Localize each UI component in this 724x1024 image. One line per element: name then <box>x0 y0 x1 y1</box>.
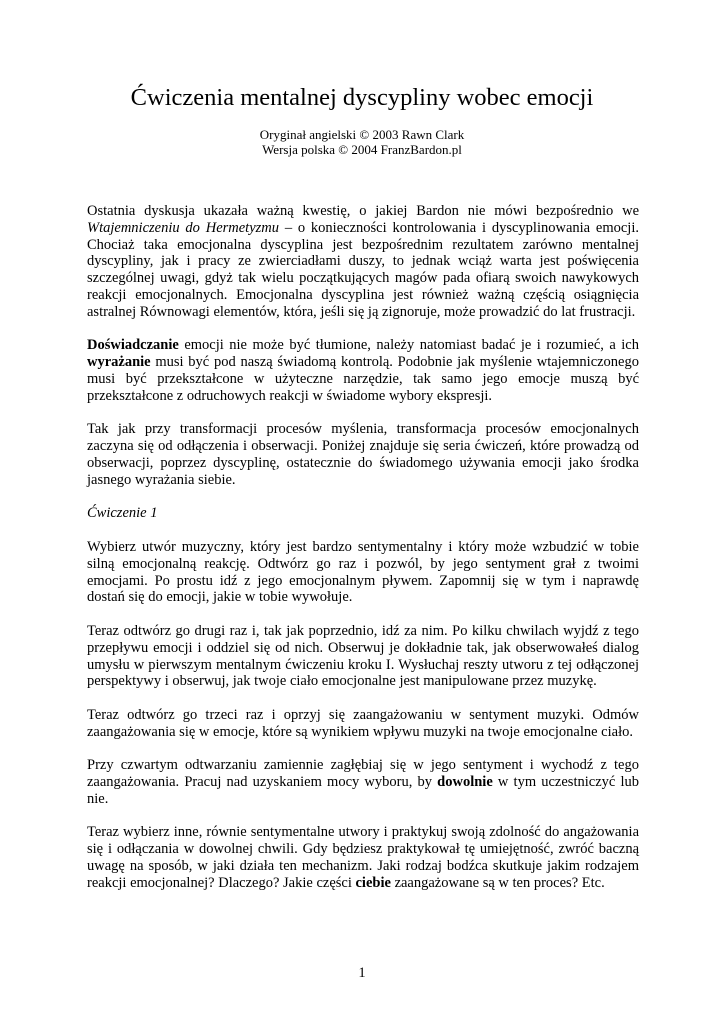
paragraph-text: w tym uczestniczyć lub nie. <box>87 774 639 807</box>
credits-block <box>0 127 724 157</box>
paragraph-exercise-step-2: Teraz odtwórz go drugi raz i, tak jak poprzednio, idź za nim. Po kilku chwilach wyjdź z tego przepływu emocji i oddziel się od nich. Obserwuj je dokładnie tak, jak obserwowałeś dialog umysłu w pierwszym mentalnym ćwiczeniu kroku I. Wysłuchaj reszty utworu z tej odłączonej perspektywy i obserwuj, jak twoje ciało emocjonalne jest manipulowane przez muzykę. <box>87 622 639 690</box>
original-credit: Oryginał angielski © 2003 Rawn Clark <box>259 127 465 142</box>
paragraph-intro <box>87 203 639 321</box>
paragraph-exercise-step-5 <box>87 824 639 891</box>
paragraph-text: – o konieczności kontrolowania i dyscyplinowania emocji. Chociaż taka emocjonalna dyscyplina jest bezpośrednim rezultatem zarówno mentalnej dyscypliny, jak i pracy ze zwierciadłami duszy, to jednak wciąż warta jest poświęcenia szczególnej uwagi, gdyż tak wielu początkujących magów pada ofiarą swoich nawykowych reakcji emocjonalnych. Emocjonalna dyscyplina jest również ważną częścią osiągnięcia astralnej Równowagi elementów, która, jeśli się ją zignoruje, może prowadzić do lat frustracji. <box>87 219 639 320</box>
paragraph-exercise-step-4 <box>87 757 639 807</box>
document-body <box>87 203 639 908</box>
emphasis-bold: wyrażanie <box>87 354 151 371</box>
emphasis-bold: ciebie <box>355 874 391 891</box>
paragraph-exercise-step-3: Teraz odtwórz go trzeci raz i oprzyj się zaangażowaniu w sentyment muzyki. Odmów zaangażowania się w emocje, które są wynikiem wpływu muzyki na twoje emocjonalne ciało. <box>87 706 639 740</box>
paragraph-text: Teraz wybierz inne, równie sentymentalne utwory i praktykuj swoją zdolność do angażowania się i odłączania w dowolnej chwili. Gdy będziesz praktykował tę umiejętność, zwróć baczną uwagę na sposób, w jaki działa ten mechanizm. Jaki rodzaj bodźca skutkuje jakim rodzajem reakcji emocjonalnej? Dlaczego? Jakie części <box>87 824 639 891</box>
paragraph-text: musi być pod naszą świadomą kontrolą. Podobnie jak myślenie wtajemniczonego musi być przekształcone w użyteczne narzędzie, tak samo jego emocje muszą być przekształcone z odruchowych reakcji w świadome wybory ekspresji. <box>87 354 639 404</box>
exercise-heading-text: Ćwiczenie 1 <box>87 505 158 522</box>
page-number: 1 <box>358 965 366 981</box>
paragraph-text: Przy czwartym odtwarzaniu zamiennie zagłębiaj się w jego sentyment i wychodź z tego zaangażowania. Pracuj nad uzyskaniem mocy wyboru, by <box>87 757 639 791</box>
paragraph-experience <box>87 337 639 404</box>
paragraph-text: zaangażowane są w ten proces? Etc. <box>390 874 605 891</box>
paragraph-text: Ostatnia dyskusja ukazała ważną kwestię, o jakiej Bardon nie mówi bezpośrednio we <box>87 203 639 219</box>
emphasis-bold: dowolnie <box>437 774 493 791</box>
emphasis-bold: Doświadczanie <box>87 337 179 354</box>
exercise-heading <box>87 505 639 522</box>
paragraph-exercise-step-1: Wybierz utwór muzyczny, który jest bardzo sentymentalny i który może wzbudzić w tobie silną emocjonalną reakcję. Odtwórz go raz i pozwól, by jego sentyment grał z twoimi emocjami. Po prostu idź z jego emocjonalnym pływem. Zapomnij się w tym i naprawdę dostań się do emocji, jakie w tobie wywołuje. <box>87 538 639 606</box>
paragraph-transformation: Tak jak przy transformacji procesów myślenia, transformacja procesów emocjonalnych zaczyna się od odłączenia i obserwacji. Poniżej znajduje się seria ćwiczeń, które prowadzą od obserwacji, poprzez dyscyplinę, ostatecznie do świadomego używania emocji jako środka jasnego wyrażania siebie. <box>87 421 639 488</box>
translation-credit: Wersja polska © 2004 FranzBardon.pl <box>262 142 462 157</box>
document-title: Ćwiczenia mentalnej dyscypliny wobec emocji <box>130 84 594 111</box>
paragraph-text: emocji nie może być tłumione, należy natomiast badać je i rozumieć, a ich <box>178 337 639 354</box>
book-title-italic: Wtajemniczeniu do Hermetyzmu <box>87 219 280 236</box>
